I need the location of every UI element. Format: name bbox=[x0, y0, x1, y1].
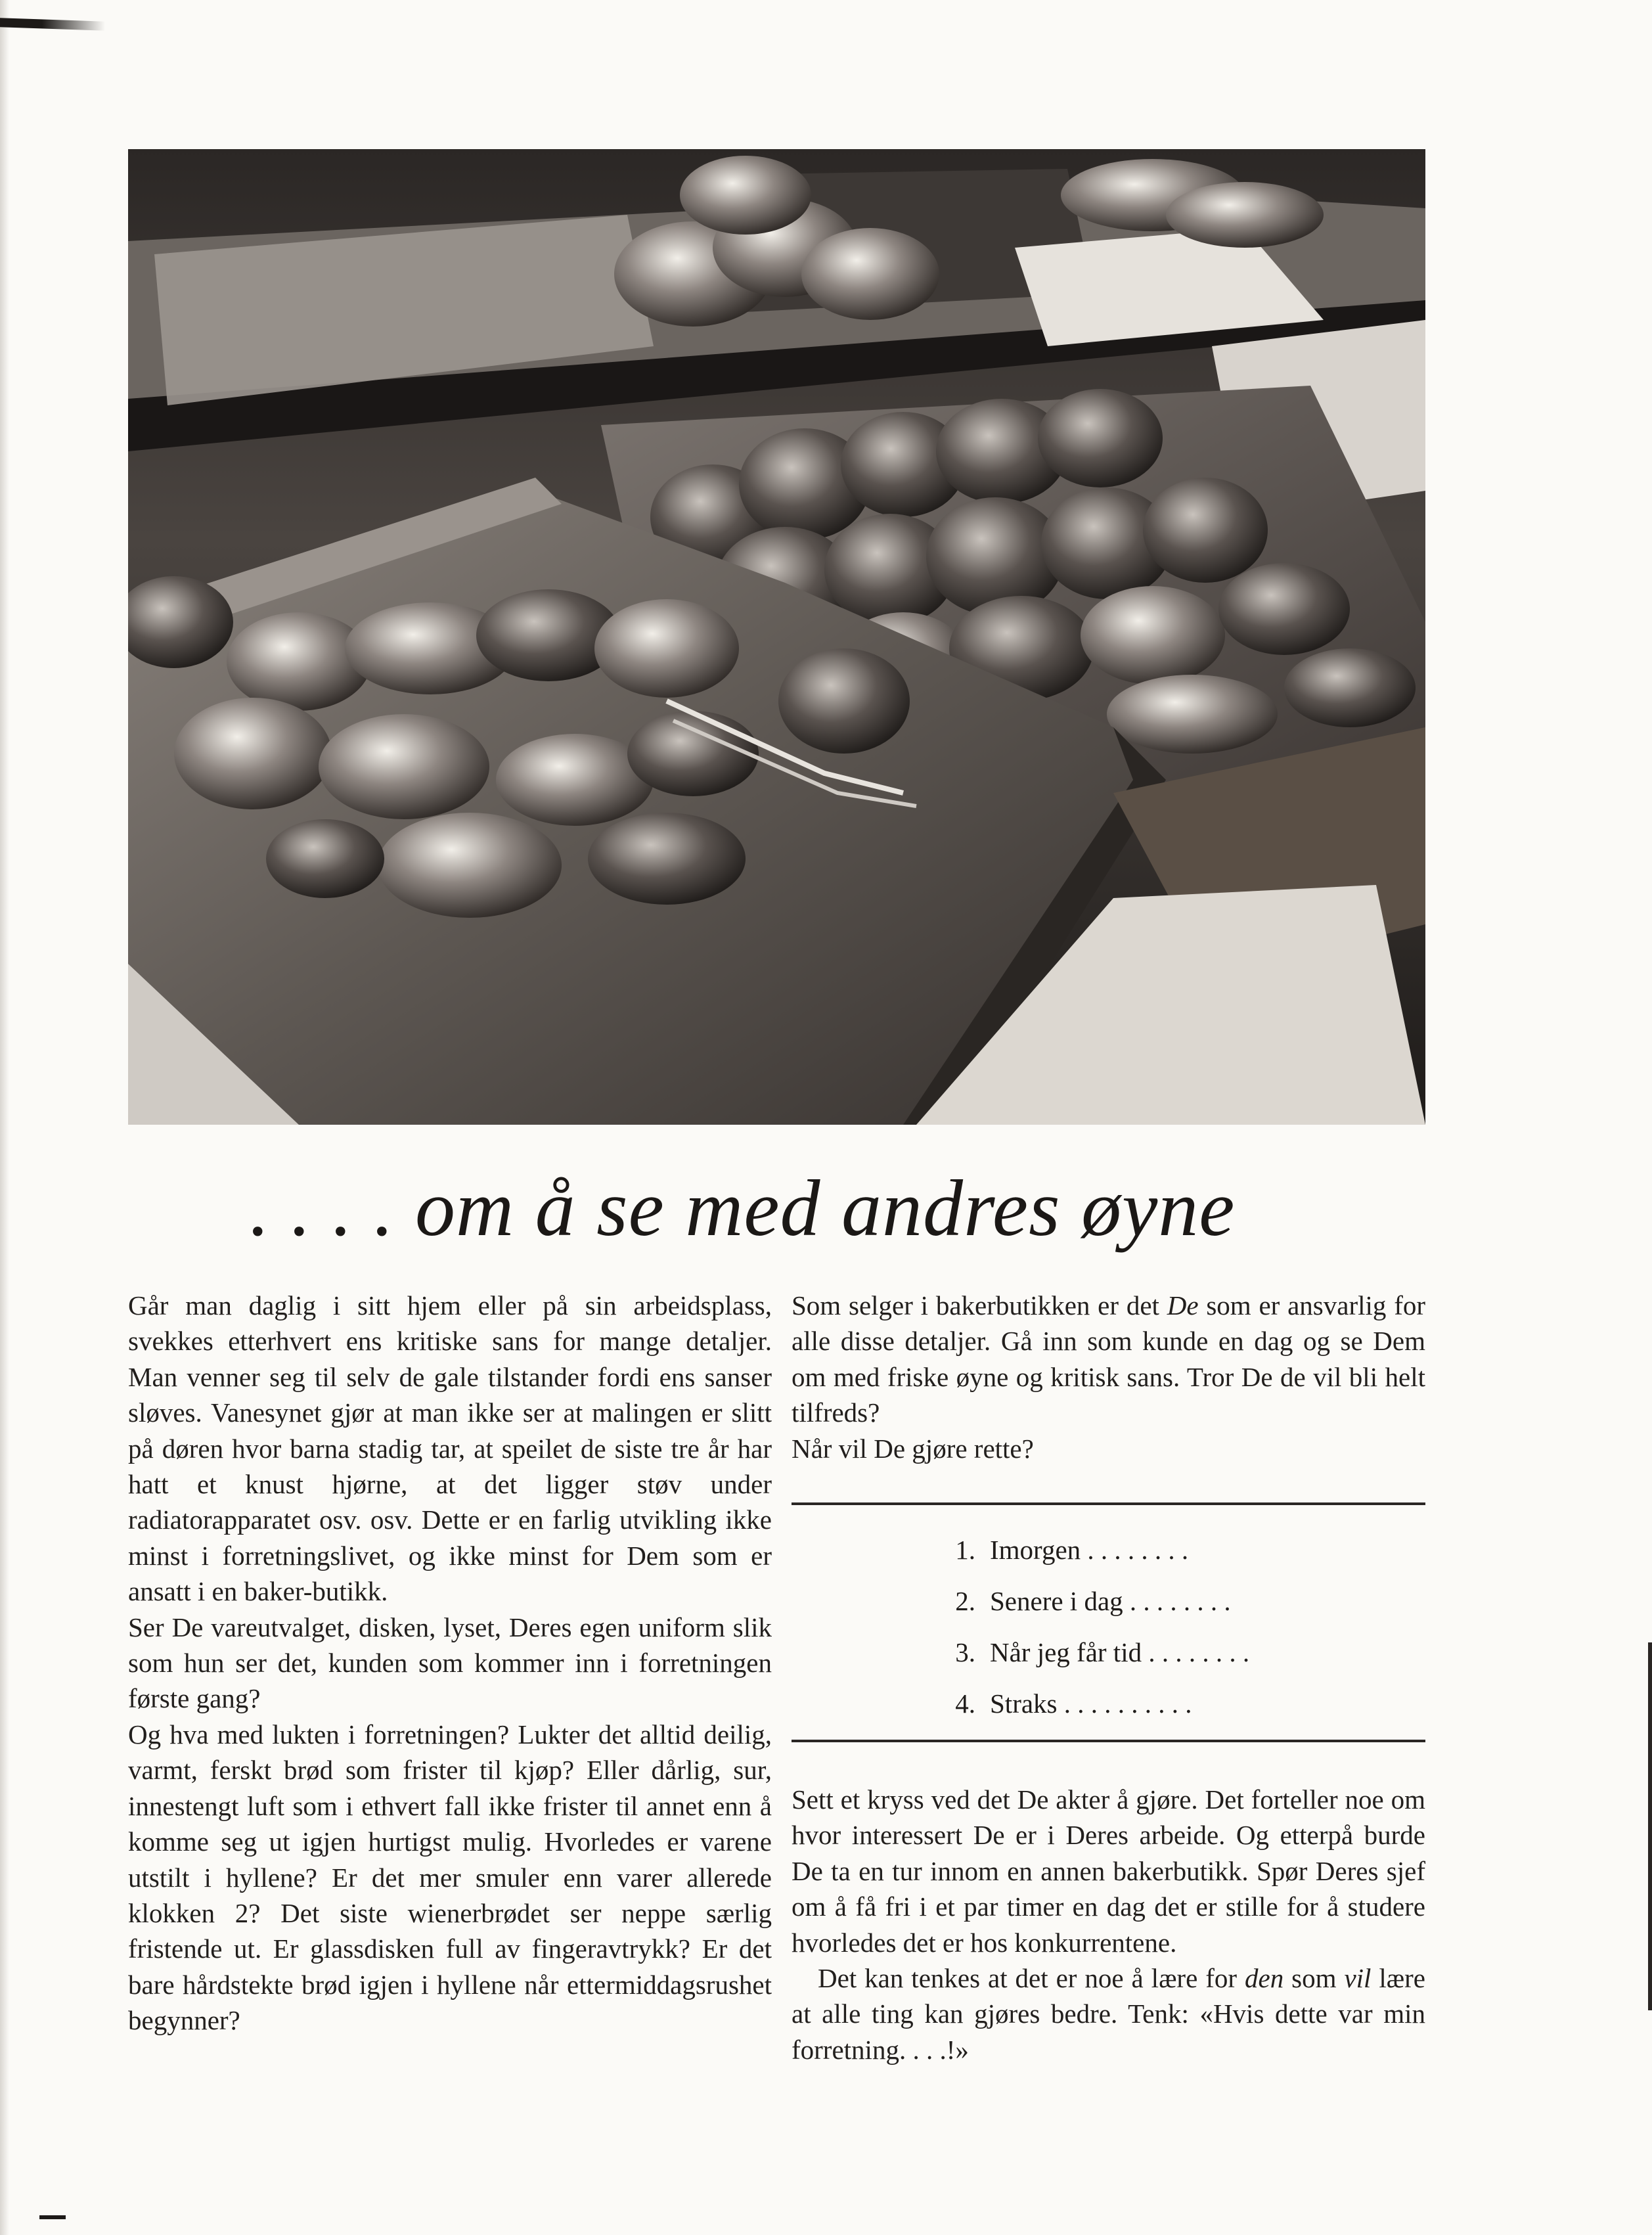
option-number: 2. bbox=[955, 1586, 975, 1616]
option-label: Senere i dag . . . . . . . . bbox=[990, 1586, 1231, 1616]
text: som er ansvarlig for alle disse detaljer. Gå inn som kunde en dag og se Dem om med friske øyne og kritisk sans. Tror De de vil bli helt tilfreds? bbox=[792, 1290, 1425, 1428]
emphasis: vil bbox=[1344, 1963, 1372, 1994]
right-column-bottom bbox=[792, 1782, 1425, 2067]
text: Det kan tenkes at det er noe å lære for bbox=[818, 1963, 1245, 1994]
right-column-top bbox=[792, 1288, 1425, 1466]
text: som bbox=[1284, 1963, 1345, 1994]
scan-mark bbox=[39, 2215, 66, 2219]
option-label: Straks . . . . . . . . . . bbox=[990, 1688, 1192, 1719]
divider bbox=[792, 1740, 1425, 1742]
option-label: Når jeg får tid . . . . . . . . bbox=[990, 1637, 1250, 1667]
question: Når vil De gjøre rette? bbox=[792, 1433, 1034, 1464]
emphasis: De bbox=[1167, 1290, 1199, 1321]
paragraph bbox=[792, 1960, 1425, 2067]
scan-corner-mark bbox=[0, 18, 105, 31]
option-number: 4. bbox=[955, 1688, 975, 1719]
paragraph: Ser De vareutvalget, disken, lyset, Deres egen uniform slik som hun ser det, kunden som kommer inn i forretningen første gang? bbox=[128, 1612, 772, 1714]
scan-edge-shadow bbox=[1648, 1642, 1652, 2010]
option-number: 3. bbox=[955, 1637, 975, 1667]
option-item bbox=[910, 1524, 1370, 1575]
divider bbox=[792, 1502, 1425, 1505]
text: lære at alle ting kan gjøres bedre. Tenk: «Hvis dette var min forretning. . . .!» bbox=[792, 1963, 1425, 2065]
paragraph: Sett et kryss ved det De akter å gjøre. Det forteller noe om hvor interessert De er i Deres arbeide. Og etterpå burde De ta en tur innom en annen bakerbutikk. Spør Deres sjef om å få fri i et par timer en dag det er stille for å studere hvorledes det er hos konkurrentene. bbox=[792, 1784, 1425, 1958]
left-column bbox=[128, 1288, 772, 2039]
paragraph: Går man daglig i sitt hjem eller på sin arbeidsplass, svekkes etterhvert ens kritiske sans for mange detaljer. Man venner seg til selv de gale tilstander fordi ens sanser sløves. Vanesynet gjør at man ikke ser at malingen er slitt på døren hvor barna stadig tar, at speilet de siste tre år har hatt et knust hjørne, at det ligger støv under radiatorapparatet osv. osv. Dette er en farlig utvikling ikke minst i forretningslivet, og ikke minst for Dem som er ansatt i en baker-butikk. bbox=[128, 1290, 772, 1607]
option-item bbox=[910, 1575, 1370, 1627]
bakery-display-photo bbox=[128, 149, 1425, 1125]
bakery-display-photo-icon bbox=[128, 149, 1425, 1125]
option-list bbox=[910, 1524, 1370, 1729]
scan-edge bbox=[0, 0, 9, 2235]
option-label: Imorgen . . . . . . . . bbox=[990, 1535, 1189, 1565]
option-number: 1. bbox=[955, 1535, 975, 1565]
option-item bbox=[910, 1678, 1370, 1729]
option-item bbox=[910, 1627, 1370, 1678]
emphasis: den bbox=[1245, 1963, 1284, 1994]
paragraph bbox=[792, 1288, 1425, 1431]
paragraph: Og hva med lukten i forretningen? Lukter det alltid deilig, varmt, ferskt brød som frister til kjøp? Eller dårlig, sur, innestengt luft som i ethvert fall ikke frister til annet enn å komme seg ut igjen hurtigst mulig. Hvorledes er varene utstilt i hyllene? Er det mer smuler enn varer allerede klokken 2? Det siste wienerbrødet ser neppe særlig fristende ut. Er glassdisken full av fingeravtrykk? Er det bare hårdstekte brød igjen i hyllene når ettermiddagsrushet begynner? bbox=[128, 1719, 772, 2036]
text: Som selger i bakerbutikken er det bbox=[792, 1290, 1167, 1321]
article-headline: . . . . om å se med andres øyne bbox=[250, 1164, 1236, 1253]
